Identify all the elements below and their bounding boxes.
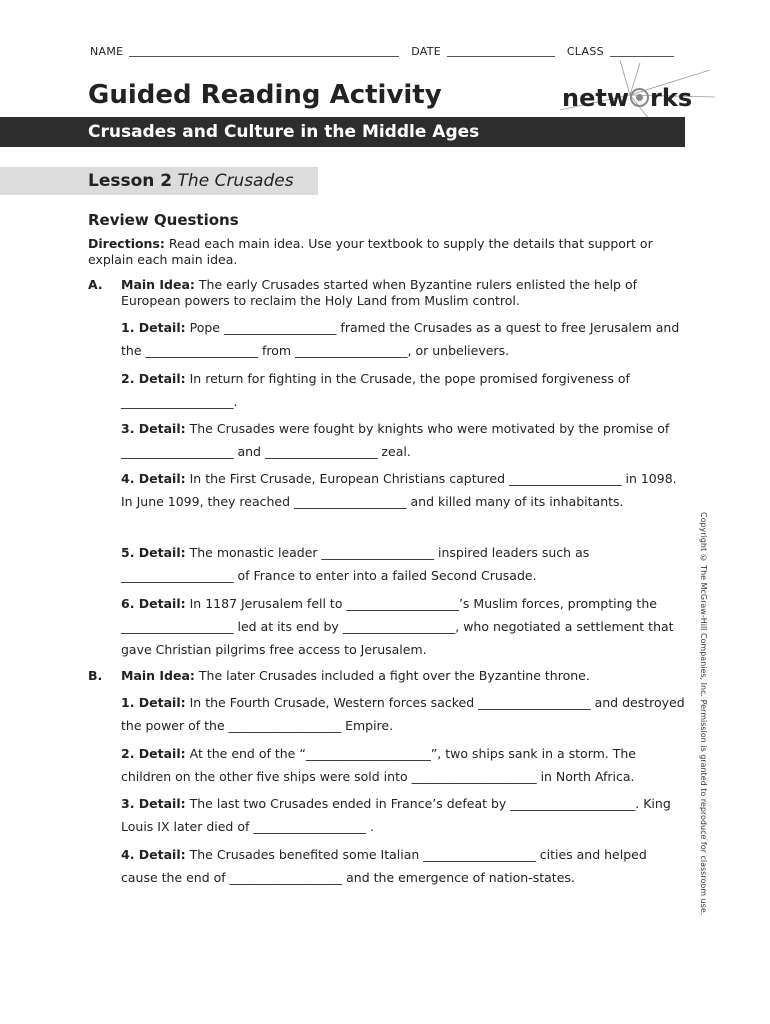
lesson-label: Lesson 2	[88, 171, 173, 191]
review-heading: Review Questions	[88, 211, 239, 229]
detail-b3: 3. Detail: The last two Crusades ended in France’s defeat by ____________________. King Louis IX later died of __________________ .	[121, 796, 671, 834]
detail-a1: 1. Detail: Pope __________________ framed the Crusades as a quest to free Jerusalem and the __________________ from __________________, or unbelievers.	[121, 320, 680, 358]
networks-logo: netw rks	[562, 84, 693, 112]
directions-label: Directions:	[88, 236, 165, 251]
section-b-letter: B.	[88, 668, 103, 683]
detail-a5: 5. Detail: The monastic leader __________________ inspired leaders such as __________________ of France to enter into a failed Second Crusade.	[121, 545, 590, 583]
section-b-main-idea: Main Idea: The later Crusades included a fight over the Byzantine throne.	[121, 668, 590, 683]
lesson-name: The Crusades	[177, 171, 294, 191]
chapter-title: Crusades and Culture in the Middle Ages	[88, 122, 480, 142]
name-label: NAME	[90, 45, 124, 58]
copyright-notice: Copyright © The McGraw-Hill Companies, Inc. Permission is granted to reproduce for classroom use.	[699, 512, 708, 916]
detail-a3: 3. Detail: The Crusades were fought by knights who were motivated by the promise of __________________ and __________________ zeal.	[121, 421, 670, 459]
lesson-title	[88, 171, 294, 191]
date-field[interactable]	[447, 45, 555, 57]
directions	[88, 236, 678, 268]
detail-b4: 4. Detail: The Crusades benefited some Italian __________________ cities and helped cause the end of __________________ and the emergence of nation-states.	[121, 847, 647, 885]
class-label: CLASS	[566, 45, 604, 58]
directions-text: Read each main idea. Use your textbook to supply the details that support or explain each main idea.	[88, 236, 653, 267]
logo-o-icon	[630, 88, 649, 107]
page-title: Guided Reading Activity	[88, 80, 442, 110]
name-field[interactable]	[129, 45, 399, 57]
section-a-main-idea: Main Idea: The early Crusades started when Byzantine rulers enlisted the help of European powers to reclaim the Holy Land from Muslim control.	[121, 277, 638, 308]
detail-b1: 1. Detail: In the Fourth Crusade, Western forces sacked __________________ and destroyed the power of the __________________ Empire.	[121, 695, 685, 733]
detail-a2: 2. Detail: In return for fighting in the Crusade, the pope promised forgiveness of __________________.	[121, 371, 630, 409]
section-a-letter: A.	[88, 277, 103, 292]
date-label: DATE	[411, 45, 442, 58]
detail-a4: 4. Detail: In the First Crusade, European Christians captured __________________ in 1098. In June 1099, they reached __________________ and killed many of its inhabitants.	[121, 471, 677, 509]
detail-b2: 2. Detail: At the end of the “____________________”, two ships sank in a storm. The children on the other five ships were sold into ____________________ in North Africa.	[121, 746, 636, 784]
detail-a6: 6. Detail: In 1187 Jerusalem fell to __________________’s Muslim forces, prompting the __________________ led at its end by __________________, who negotiated a settlement that gave Christian pilgrims free access to Jerusalem.	[121, 596, 674, 657]
